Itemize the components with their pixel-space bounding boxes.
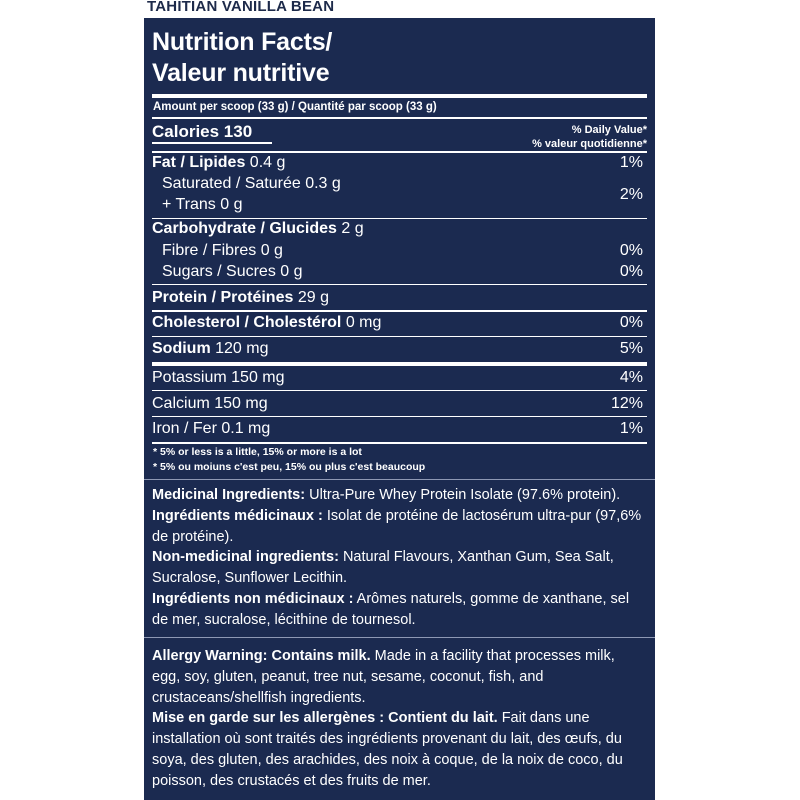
divider [152,117,647,119]
calcium-pct: 12% [610,395,643,412]
fibre-pct: 0% [619,242,643,259]
divider [152,390,647,391]
allergy-section [152,646,647,792]
divider [152,310,647,312]
divider-thick [152,94,647,98]
cholesterol-pct: 0% [619,314,643,331]
nutrient-cholesterol: Cholesterol / Cholestérol 0 mg [152,314,382,331]
medicinal-ingredients-en: Medicinal Ingredients: Ultra-Pure Whey Protein Isolate (97.6% protein). [152,487,621,503]
daily-value-header: % Daily Value* [571,124,647,136]
divider [152,218,647,219]
divider [152,336,647,337]
daily-value-header-fr: % valeur quotidienne* [532,138,647,150]
title-french: Valeur nutritive [152,59,330,87]
potassium-pct: 4% [619,369,643,386]
nutrient-saturated: Saturated / Saturée 0.3 g [162,175,341,192]
divider [152,442,647,444]
sodium-pct: 5% [619,340,643,357]
nutrient-potassium: Potassium 150 mg [152,369,285,386]
footnote-english: * 5% or less is a little, 15% or more is a lot [153,446,362,458]
nutrient-trans: + Trans 0 g [162,196,243,213]
nutrient-sodium: Sodium 120 mg [152,340,269,357]
divider-thick [152,362,647,366]
sat-trans-pct: 2% [619,186,643,203]
nutrient-fat: Fat / Lipides 0.4 g [152,154,286,171]
ingredients-section [152,485,647,631]
divider [152,416,647,417]
calories-underline [152,142,272,144]
nutrient-carbohydrate: Carbohydrate / Glucides 2 g [152,220,364,237]
calories: Calories 130 [152,122,253,141]
section-divider [144,637,655,638]
medicinal-ingredients-fr: Ingrédients médicinaux : Isolat de protéine de lactosérum ultra-pur (97,6% de protéine). [152,507,642,545]
iron-pct: 1% [619,420,643,437]
nutrient-calcium: Calcium 150 mg [152,395,268,412]
allergy-warning-fr: Mise en garde sur les allergènes : Contient du lait. Fait dans une installation où sont traités des ingrédients provenant du lait, des œufs, du soya, des gluten, des arachides, des noix à coque, de la noix de coco, du poisson, des crustacés et des fruits de mer. [152,710,623,789]
sugars-pct: 0% [619,263,643,280]
non-medicinal-ingredients-fr: Ingrédients non médicinaux : Arômes naturels, gomme de xanthane, sel de mer, sucralose, lécithine de tournesol. [152,590,630,628]
fat-pct: 1% [619,154,643,171]
footnote-french: * 5% ou moiuns c'est peu, 15% ou plus c'est beaucoup [153,461,426,473]
serving-size: Amount per scoop (33 g) / Quantité par scoop (33 g) [153,101,437,113]
non-medicinal-ingredients-en: Non-medicinal ingredients: Natural Flavours, Xanthan Gum, Sea Salt, Sucralose, Sunflower Lecithin. [152,549,614,587]
nutrient-protein: Protein / Protéines 29 g [152,289,329,306]
divider [152,151,647,153]
title-english: Nutrition Facts/ [152,28,333,56]
flavor-name: TAHITIAN VANILLA BEAN [147,0,335,15]
section-divider [144,479,655,480]
divider [152,284,647,285]
allergy-warning-en: Allergy Warning: Contains milk. Made in a facility that processes milk, egg, soy, gluten, peanut, tree nut, sesame, coconut, fish, and crustaceans/shellfish ingredients. [152,648,615,706]
nutrient-fibre: Fibre / Fibres 0 g [162,242,283,259]
nutrition-panel [144,18,655,800]
nutrient-iron: Iron / Fer 0.1 mg [152,420,271,437]
nutrient-sugars: Sugars / Sucres 0 g [162,263,303,280]
